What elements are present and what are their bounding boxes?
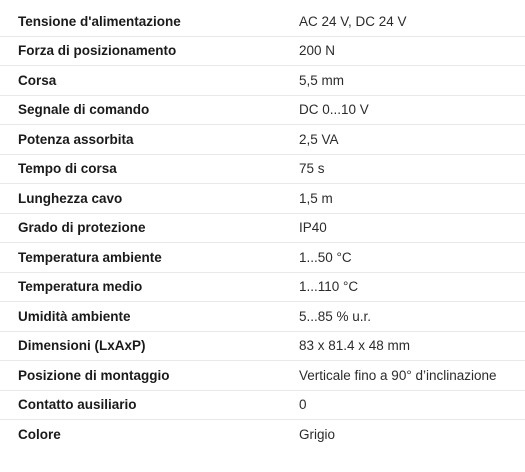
spec-label: Dimensioni (LxAxP) [18,338,146,354]
spec-row-ambient-temperature [0,243,525,273]
spec-row-running-time [0,155,525,185]
spec-row-control-signal [0,96,525,126]
spec-value: 2,5 VA [299,131,339,147]
spec-row-auxiliary-contact [0,391,525,421]
spec-row-cable-length [0,184,525,214]
spec-label: Tensione d'alimentazione [18,13,181,29]
spec-label: Lunghezza cavo [18,190,123,206]
spec-row-positioning-force [0,37,525,67]
spec-row-protection-degree [0,214,525,244]
spec-label: Potenza assorbita [18,131,134,147]
spec-value: 1,5 m [299,190,333,206]
spec-label: Tempo di corsa [18,161,117,177]
spec-value: DC 0...10 V [299,102,369,118]
spec-row-stroke [0,66,525,96]
spec-label: Corsa [18,72,57,88]
spec-value: Verticale fino a 90° d’inclinazione [299,367,497,383]
spec-value: 0 [299,397,307,413]
spec-row-medium-temperature [0,273,525,303]
spec-value: 75 s [299,161,325,177]
spec-value: 83 x 81.4 x 48 mm [299,338,411,354]
spec-row-dimensions [0,332,525,362]
spec-row-ambient-humidity [0,302,525,332]
spec-value: IP40 [299,220,327,236]
spec-value: 200 N [299,43,336,59]
spec-label: Posizione di montaggio [18,367,170,383]
spec-label: Temperatura medio [18,279,143,295]
spec-label: Contatto ausiliario [18,397,137,413]
spec-label: Forza di posizionamento [18,43,177,59]
spec-label: Temperatura ambiente [18,249,162,265]
spec-value: 1...110 °C [299,279,359,295]
spec-label: Colore [18,427,61,443]
spec-value: 1...50 °C [299,249,352,265]
spec-value: Grigio [299,427,336,443]
spec-value: AC 24 V, DC 24 V [299,13,407,29]
spec-row-supply-voltage [0,7,525,37]
spec-row-power-consumption [0,125,525,155]
spec-row-color [0,420,525,450]
spec-label: Grado di protezione [18,220,146,236]
spec-row-mounting-position [0,361,525,391]
spec-value: 5,5 mm [299,72,345,88]
spec-label: Umidità ambiente [18,308,131,324]
spec-label: Segnale di comando [18,102,150,118]
spec-value: 5...85 % u.r. [299,308,372,324]
